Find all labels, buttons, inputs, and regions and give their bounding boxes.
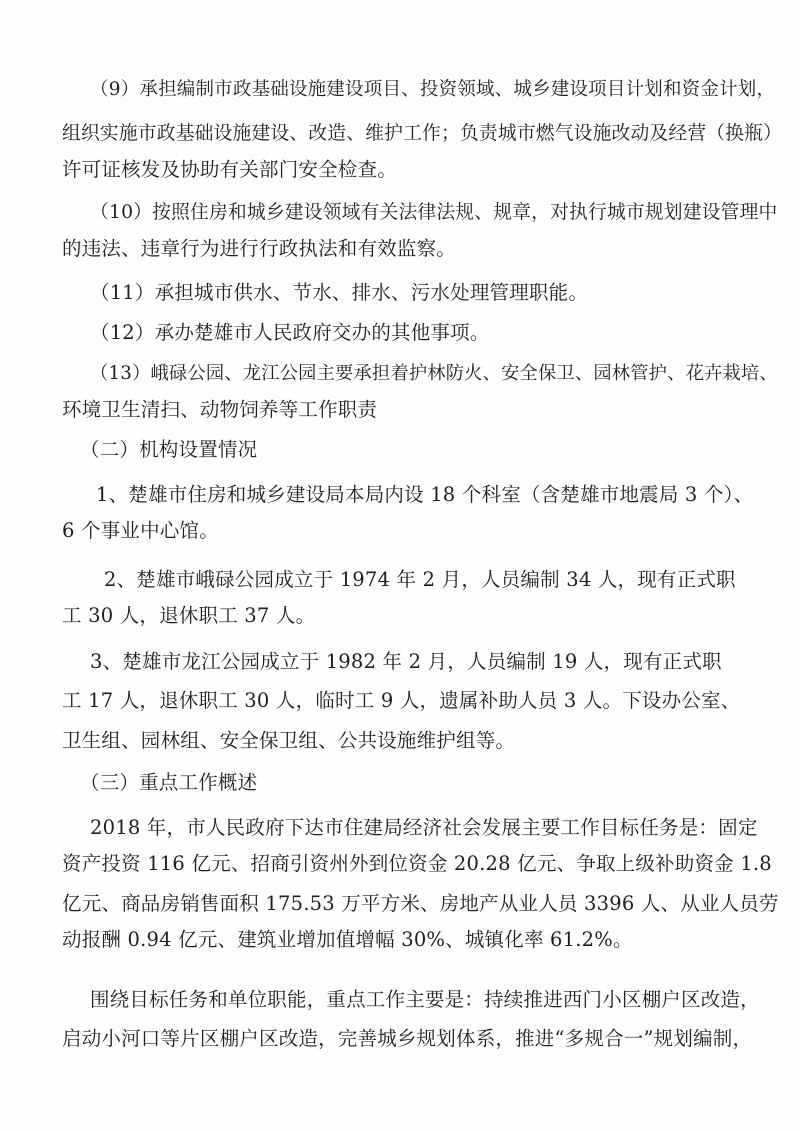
org-item-1-line-1: 1、楚雄市住房和城乡建设局本局内设 18 个科室（含楚雄市地震局 3 个）、 [96, 483, 754, 506]
org-item-1-line-2: 6 个事业中心馆。 [62, 519, 219, 542]
targets-line-2: 资产投资 116 亿元、招商引资州外到位资金 20.28 亿元、争取上级补助资金 1.8 [62, 852, 772, 875]
duty-9-line-2: 组织实施市政基础设施建设、改造、维护工作；负责城市燃气设施改动及经营（换瓶） [62, 123, 783, 144]
section-heading-key-work: （三）重点工作概述 [80, 771, 258, 794]
org-item-3-line-3: 卫生组、园林组、安全保卫组、公共设施维护组等。 [62, 729, 516, 752]
duty-9-line-3: 许可证核发及协助有关部门安全检查。 [62, 158, 397, 181]
key-work-line-2: 启动小河口等片区棚户区改造，完善城乡规划体系，推进“多规合一”规划编制， [62, 1027, 753, 1050]
targets-line-4: 动报酬 0.94 亿元、建筑业增加值增幅 30%、城镇化率 61.2%。 [62, 928, 633, 951]
org-item-3-line-2: 工 17 人，退休职工 30 人，临时工 9 人，遗属补助人员 3 人。下设办公室、 [62, 689, 741, 712]
org-item-3-line-1: 3、楚雄市龙江公园成立于 1982 年 2 月，人员编制 19 人，现有正式职 [90, 650, 722, 673]
duty-11-line: （11）承担城市供水、节水、排水、污水处理管理职能。 [90, 281, 589, 304]
duty-13-line-2: 环境卫生清扫、动物饲养等工作职责 [62, 398, 378, 421]
duty-13-line-1: （13）峨碌公园、龙江公园主要承担着护林防火、安全保卫、园林管护、花卉栽培、 [90, 363, 778, 384]
targets-line-1: 2018 年，市人民政府下达市住建局经济社会发展主要工作目标任务是：固定 [90, 816, 758, 839]
duty-10-line-2: 的违法、违章行为进行行政执法和有效监察。 [62, 237, 457, 260]
org-item-2-line-2: 工 30 人，退休职工 37 人。 [62, 604, 316, 627]
org-item-2-line-1: 2、楚雄市峨碌公园成立于 1974 年 2 月，人员编制 34 人，现有正式职 [104, 568, 736, 591]
duty-10-line-1: （10）按照住房和城乡建设领域有关法律法规、规章，对执行城市规划建设管理中 [90, 202, 778, 223]
duty-9-line-1: （9）承担编制市政基础设施建设项目、投资领域、城乡建设项目计划和资金计划， [90, 79, 776, 100]
key-work-line-1: 围绕目标任务和单位职能，重点工作主要是：持续推进西门小区棚户区改造， [90, 988, 760, 1011]
targets-line-3: 亿元、商品房销售面积 175.53 万平方米、房地产从业人员 3396 人、从业人员劳 [62, 892, 779, 915]
section-heading-org-setup: （二）机构设置情况 [80, 438, 258, 461]
duty-12-line: （12）承办楚雄市人民政府交办的其他事项。 [90, 321, 490, 344]
